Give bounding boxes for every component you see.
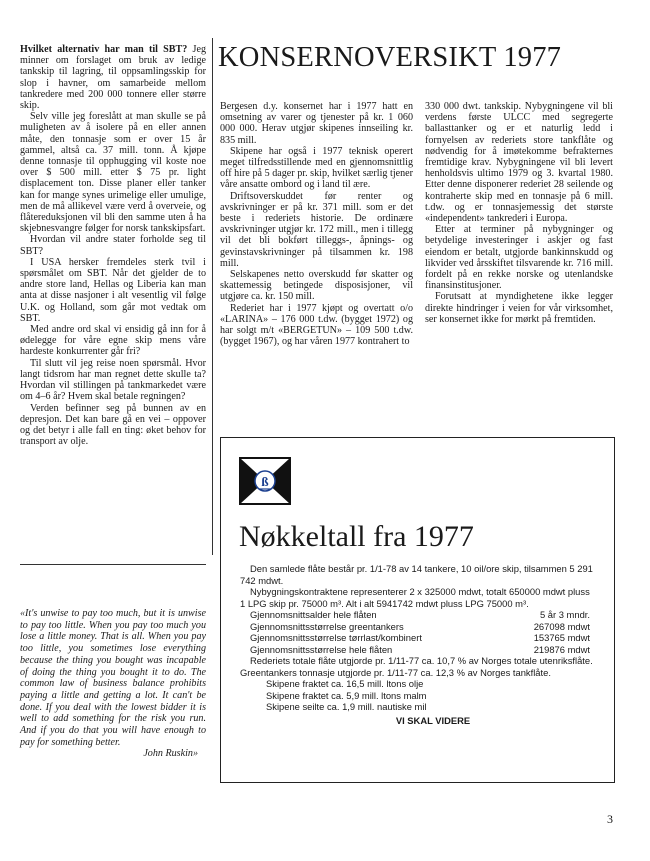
paragraph: 330 000 dwt. tankskip. Nybygningene vil bli verdens første ULCC med segregerte ballasttanker og er et naturlig ledd i fornyelsen av rederiets store tankflåte og nødvendig for å imøtekomme befrakternes fremtidige krav. Nybygningene vil bli levert henholdsvis ultimo 1979 og 3. kvartal 1980. Etter denne disponerer rederiet 28 seilende og kontraherte skip med en tonnasje på 6 mill. t.dw. og er tonnasjemessig det største «independent» tankrederi i Europa. xyxy=(425,101,613,225)
stat-value: 219876 mdwt xyxy=(533,643,590,655)
sbt-heading: Hvilket alternativ har man til SBT? xyxy=(20,44,188,55)
share-line: Rederiets totale flåte utgjorde pr. 1/11-77 ca. 10,7 % av Norges totale utenriksflåte. Greentankers tonnasje utgjorde pr. 1/11-77 ca. 12,3 % av Norges tankflåte. xyxy=(240,655,593,678)
paragraph: Forutsatt at myndighetene ikke legger direkte hindringer i veien for vår virksomhet, ser konsernet ikke for mørkt på fremtiden. xyxy=(425,291,613,325)
slogan: VI SKAL VIDERE xyxy=(395,714,471,726)
ruskin-quote xyxy=(20,608,206,760)
paragraph: I USA hersker fremdeles sterk tvil i spørsmålet om SBT. Når det gjelder de to andre store land, Hellas og Liberia kan man anta at disse nasjoner i alt vesentlig vil følge U.K. og Holland, som går mot vedtak om SBT. xyxy=(20,256,206,324)
stat-value: 153765 mdwt xyxy=(533,632,590,643)
shipment-line: Skipene seilte ca. 1,9 mill. nautiske mil xyxy=(266,701,427,712)
paragraph: Bergesen d.y. konsernet har i 1977 hatt en omsetning av varer og tjenester på kr. 1 060 000 000. Herav utgjør skipenes innseiling kr. 835 mill. xyxy=(220,101,413,146)
stat-label: Gjennomsnittsstørrelse greentankers xyxy=(250,620,404,632)
shipment-line: Skipene fraktet ca. 16,5 mill. ltons olje xyxy=(266,678,424,689)
left-column-text xyxy=(20,44,206,447)
paragraph: Verden befinner seg på bunnen av en depresjon. Det kan bare gå en vei – oppover og det betyr i alle fall en ting: øket behov for transport av olje. xyxy=(20,402,206,448)
paragraph: Jeg minner om forslaget om bruk av ledige tankskip til lagring, til oppsamlingsskip for slop i havner, om samarbeide mellom tankredere med 200 000 tonnere eller større skip. xyxy=(20,44,206,112)
newbuild-line: Nybygningskontraktene representerer 2 x 325000 mdwt, totalt 650000 mdwt pluss 1 LPG skip pr. 75000 m³. Alt i alt 5941742 mdwt pluss LPG 75000 m³. xyxy=(240,586,590,609)
key-figures-title: Nøkkeltall fra 1977 xyxy=(239,520,474,553)
shipment-line: Skipene fraktet ca. 5,9 mill. ltons malm xyxy=(266,689,427,701)
paragraph: Selv ville jeg foreslått at man skulle se på muligheten av å isolere på en eller annen måte, den tonnasje som er over 15 år gammel, altså ca. 37 mill. tonn. Å kjøpe denne tonnasje til opphugging vil koste noe over $ 500 mill. etter $ 75 pr. light displacement ton. Disse planer eller tanker kan for mange synes urimelige eller umulige, men de må allikevel være verd å overveie, og flåtereduksjonen vil bli den samme uten å ha skjebnesvangre følger for norsk tankskipsfart. xyxy=(20,111,206,235)
quote-text: «It's unwise to pay too much, but it is unwise to pay too little. When you pay too much you lose a little money. That is all. When you pay too little, you sometimes lose everything because the thing you bought was incapable of doing the thing you bought it to do. The common law of business balance prohibits paying a little and getting a lot. It can't be done. If you deal with the lowest bidder it is well to add something for the risk you run. And if you do that you will have enough to pay for something better. xyxy=(20,608,206,748)
column-divider xyxy=(212,38,213,555)
section-divider xyxy=(20,564,206,565)
paragraph: Rederiet har i 1977 kjøpt og overtatt o/o «LARINA» – 176 000 t.dw. (bygget 1972) og har solgt m/t «BERGETUN» – 109 500 t.dw. (bygget 1967), og har våren 1977 kontrahert to xyxy=(220,302,413,348)
paragraph: Hvordan vil andre stater forholde seg til SBT? xyxy=(20,234,206,257)
left-column xyxy=(20,44,206,447)
company-flag-icon xyxy=(237,455,293,507)
right-column xyxy=(425,101,613,325)
stat-label: Gjennomsnittsstørrelse tørrlast/kombinert xyxy=(250,632,422,643)
page-title: KONSERNOVERSIKT 1977 xyxy=(218,42,562,73)
quote-author: John Ruskin» xyxy=(143,748,198,760)
page-number: 3 xyxy=(607,812,613,826)
fleet-line: Den samlede flåte består pr. 1/1-78 av 14 tankere, 10 oil/ore skip, tilsammen 5 291 742 mdwt. xyxy=(240,563,593,586)
paragraph: Driftsoverskuddet før renter og avskrivninger er på kr. 371 mill. som er det beste i rederiets historie. De ordinære avskrivninger utgjør kr. 172 mill., men i tillegg vil det bli bokført tilleggs-, åpnings- og gevinstavskrivninger på tilsammen kr. 198 mill. xyxy=(220,190,413,269)
paragraph: Etter at terminer på nybygninger og betydelige investeringer i askjer og fast eiendom er betalt, utgjorde bankinnskudd og likvider ved årsskiftet tilsvarende kr. 716 mill. fordelt på en rekke norske og utenlandske finansinstitusjoner. xyxy=(425,224,613,292)
stat-value: 5 år 3 mndr. xyxy=(539,609,590,620)
stat-label: Gjennomsnittsalder hele flåten xyxy=(250,609,377,620)
stat-row xyxy=(240,621,596,633)
svg-text:ß: ß xyxy=(261,474,269,489)
middle-column xyxy=(220,101,413,347)
paragraph: Til slutt vil jeg reise noen spørsmål. Hvor langt tidsrom har man regnet dette skulle ta? Hvordan vil stillingen på tankmarkedet være om 4–6 år? Hvem skal betale regningen? xyxy=(20,357,206,403)
key-figures-body xyxy=(240,563,596,726)
stat-row xyxy=(240,644,596,656)
stat-row xyxy=(240,632,596,644)
stat-value: 267098 mdwt xyxy=(533,620,590,632)
key-figures-box xyxy=(220,437,615,783)
paragraph: Skipene har også i 1977 teknisk operert meget tilfredsstillende med en gjennomsnittlig off hire på 5 dager pr. skip, hvilket særlig tjener våre ansatte ombord og i land til ære. xyxy=(220,145,413,191)
paragraph: Med andre ord skal vi ensidig gå inn for å ødelegge for våre egne skip mens våre hardeste konkurrenter går fri? xyxy=(20,324,206,358)
stat-label: Gjennomsnittsstørrelse hele flåten xyxy=(250,643,393,655)
paragraph: Selskapenes netto overskudd før skatter og skattemessig betingede disposisjoner, vil utgjøre ca. kr. 150 mill. xyxy=(220,269,413,303)
stat-row xyxy=(240,609,596,621)
